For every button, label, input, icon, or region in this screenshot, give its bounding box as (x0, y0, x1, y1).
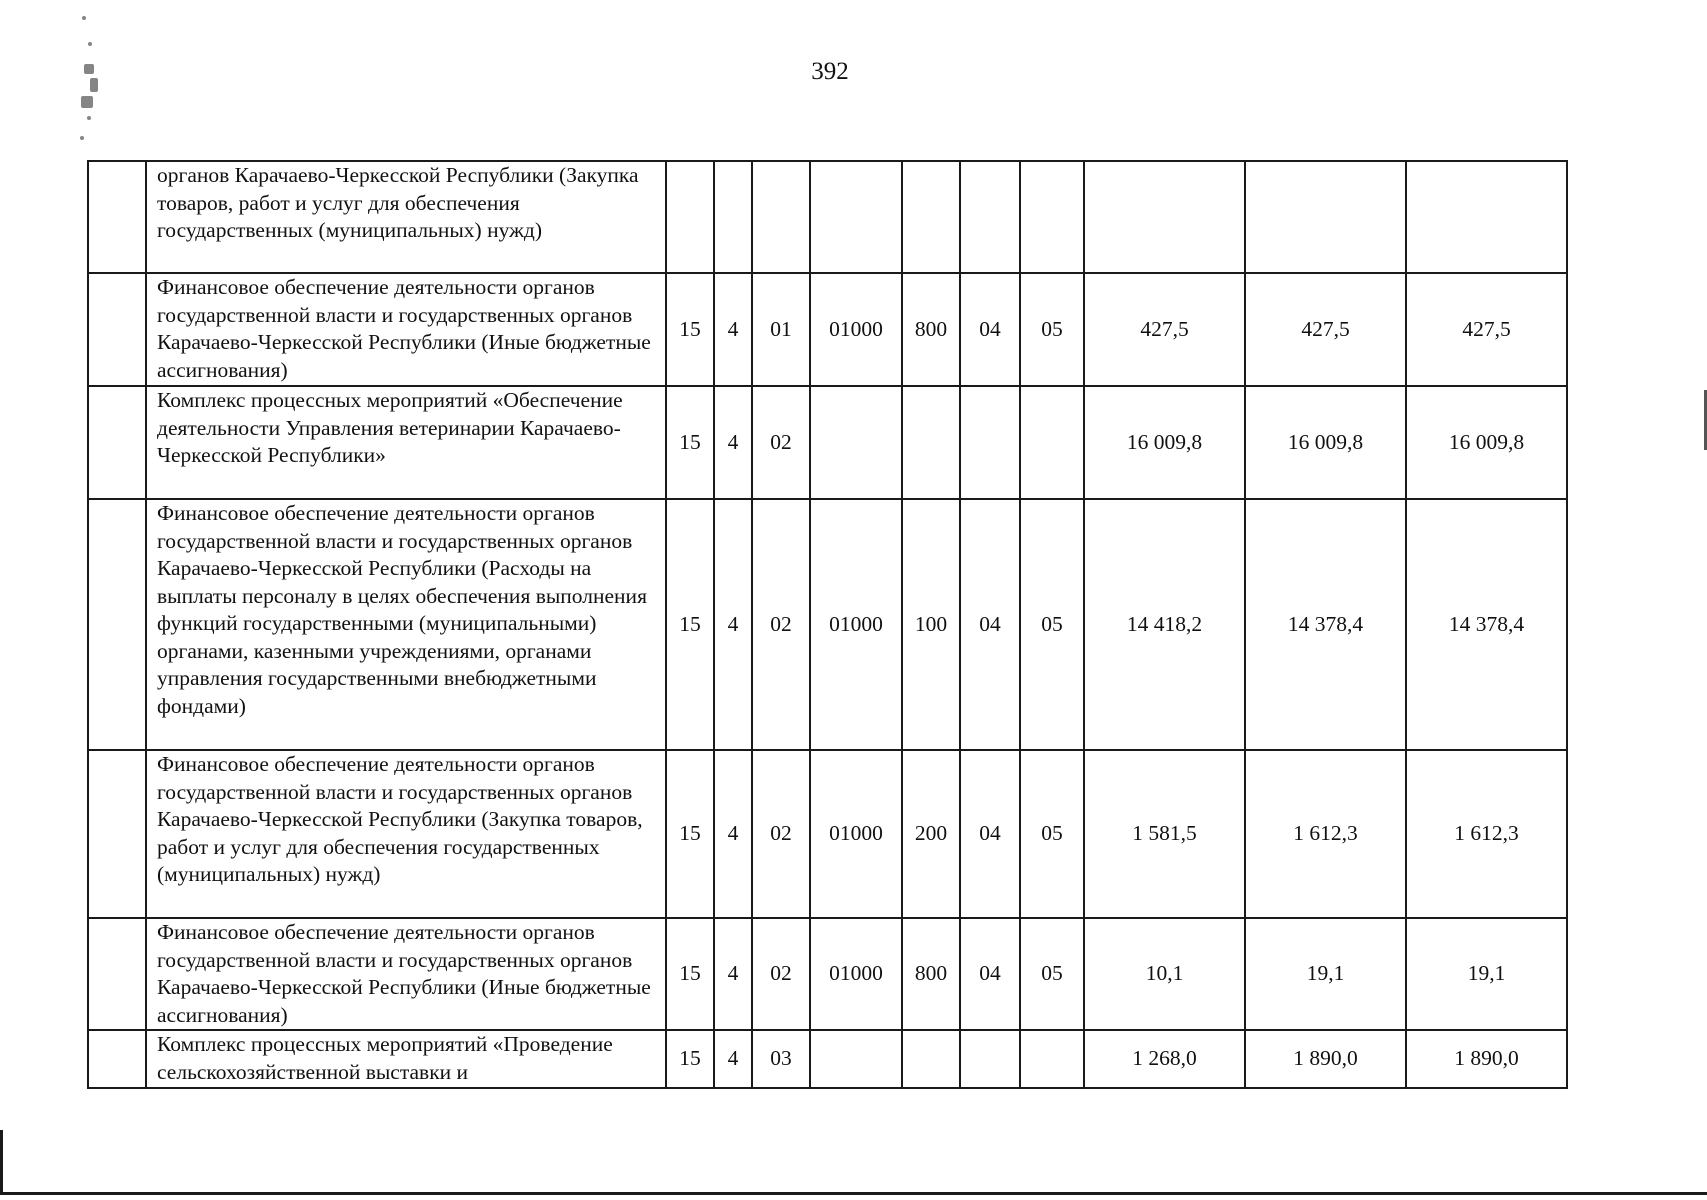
amount-year-1-cell: 16 009,8 (1084, 386, 1245, 499)
amount-year-2-cell: 14 378,4 (1245, 499, 1406, 750)
program-cell: 15 (666, 1030, 714, 1088)
subprogram-cell: 4 (714, 499, 752, 750)
table-row (88, 386, 1567, 499)
table-row (88, 1030, 1567, 1088)
event-cell: 02 (752, 386, 810, 499)
description-cell: Комплекс процессных мероприятий «Проведение сельскохозяйственной выставки и (146, 1030, 666, 1088)
section-cell (960, 161, 1020, 273)
amount-year-1-cell: 427,5 (1084, 273, 1245, 386)
amount-year-1-cell: 1 268,0 (1084, 1030, 1245, 1088)
table-row (88, 750, 1567, 918)
expense-type-cell: 200 (902, 750, 960, 918)
amount-year-3-cell: 19,1 (1406, 918, 1567, 1030)
row-number-cell (88, 499, 146, 750)
subprogram-cell: 4 (714, 750, 752, 918)
page-number: 392 (811, 58, 849, 85)
subprogram-cell: 4 (714, 1030, 752, 1088)
subprogram-cell: 4 (714, 386, 752, 499)
subprogram-cell: 4 (714, 918, 752, 1030)
program-cell: 15 (666, 918, 714, 1030)
scan-artifact (78, 12, 100, 142)
table-row (88, 499, 1567, 750)
description-cell: органов Карачаево-Черкесской Республики (Закупка товаров, работ и услуг для обеспечения государственных (муниципальных) нужд) (146, 161, 666, 273)
program-cell: 15 (666, 499, 714, 750)
amount-year-1-cell: 14 418,2 (1084, 499, 1245, 750)
description-cell: Комплекс процессных мероприятий «Обеспечение деятельности Управления ветеринарии Карачаево-Черкесской Республики» (146, 386, 666, 499)
amount-year-2-cell: 16 009,8 (1245, 386, 1406, 499)
event-cell: 02 (752, 918, 810, 1030)
scan-edge-bottom (0, 1192, 1707, 1195)
section-cell: 04 (960, 273, 1020, 386)
subsection-cell: 05 (1020, 499, 1084, 750)
subsection-cell: 05 (1020, 918, 1084, 1030)
amount-year-3-cell: 16 009,8 (1406, 386, 1567, 499)
direction-cell: 01000 (810, 918, 902, 1030)
amount-year-2-cell: 1 890,0 (1245, 1030, 1406, 1088)
event-cell: 02 (752, 750, 810, 918)
table-row (88, 918, 1567, 1030)
subsection-cell (1020, 386, 1084, 499)
subsection-cell (1020, 1030, 1084, 1088)
event-cell: 02 (752, 499, 810, 750)
expense-type-cell: 800 (902, 273, 960, 386)
section-cell (960, 386, 1020, 499)
amount-year-1-cell (1084, 161, 1245, 273)
subprogram-cell (714, 161, 752, 273)
direction-cell (810, 386, 902, 499)
section-cell: 04 (960, 499, 1020, 750)
direction-cell (810, 1030, 902, 1088)
program-cell: 15 (666, 273, 714, 386)
amount-year-1-cell: 1 581,5 (1084, 750, 1245, 918)
amount-year-3-cell: 1 890,0 (1406, 1030, 1567, 1088)
section-cell: 04 (960, 750, 1020, 918)
section-cell: 04 (960, 918, 1020, 1030)
subsection-cell: 05 (1020, 750, 1084, 918)
program-cell (666, 161, 714, 273)
event-cell: 01 (752, 273, 810, 386)
row-number-cell (88, 273, 146, 386)
event-cell: 03 (752, 1030, 810, 1088)
description-cell: Финансовое обеспечение деятельности органов государственной власти и государственных органов Карачаево-Черкесской Республики (Иные бюджетные ассигнования) (146, 918, 666, 1030)
row-number-cell (88, 750, 146, 918)
description-cell: Финансовое обеспечение деятельности органов государственной власти и государственных органов Карачаево-Черкесской Республики (Иные бюджетные ассигнования) (146, 273, 666, 386)
description-cell: Финансовое обеспечение деятельности органов государственной власти и государственных органов Карачаево-Черкесской Республики (Расходы на выплаты персоналу в целях обеспечения выполнения функций государственными (муниципальными) органами, казенными учреждениями, органами управления государственными внебюджетными фондами) (146, 499, 666, 750)
direction-cell: 01000 (810, 273, 902, 386)
amount-year-3-cell: 427,5 (1406, 273, 1567, 386)
budget-table (87, 160, 1568, 1089)
direction-cell (810, 161, 902, 273)
row-number-cell (88, 1030, 146, 1088)
subprogram-cell: 4 (714, 273, 752, 386)
direction-cell: 01000 (810, 499, 902, 750)
scan-edge-left (0, 1130, 3, 1192)
expense-type-cell: 100 (902, 499, 960, 750)
table-row (88, 161, 1567, 273)
row-number-cell (88, 918, 146, 1030)
expense-type-cell (902, 161, 960, 273)
table-row (88, 273, 1567, 386)
expense-type-cell: 800 (902, 918, 960, 1030)
subsection-cell (1020, 161, 1084, 273)
amount-year-2-cell: 19,1 (1245, 918, 1406, 1030)
row-number-cell (88, 161, 146, 273)
section-cell (960, 1030, 1020, 1088)
direction-cell: 01000 (810, 750, 902, 918)
program-cell: 15 (666, 750, 714, 918)
amount-year-3-cell: 14 378,4 (1406, 499, 1567, 750)
program-cell: 15 (666, 386, 714, 499)
description-cell: Финансовое обеспечение деятельности органов государственной власти и государственных органов Карачаево-Черкесской Республики (Закупка товаров, работ и услуг для обеспечения государственных (муниципальных) нужд) (146, 750, 666, 918)
amount-year-3-cell (1406, 161, 1567, 273)
expense-type-cell (902, 386, 960, 499)
amount-year-3-cell: 1 612,3 (1406, 750, 1567, 918)
row-number-cell (88, 386, 146, 499)
expense-type-cell (902, 1030, 960, 1088)
amount-year-2-cell: 427,5 (1245, 273, 1406, 386)
amount-year-2-cell (1245, 161, 1406, 273)
event-cell (752, 161, 810, 273)
amount-year-2-cell: 1 612,3 (1245, 750, 1406, 918)
subsection-cell: 05 (1020, 273, 1084, 386)
amount-year-1-cell: 10,1 (1084, 918, 1245, 1030)
